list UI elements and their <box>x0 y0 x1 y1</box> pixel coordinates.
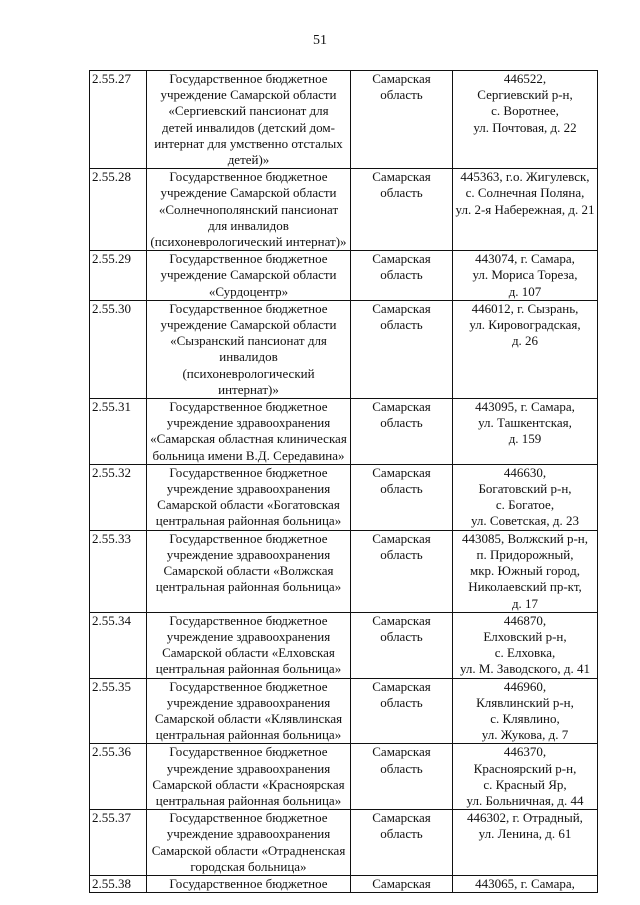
entry-number: 2.55.35 <box>90 678 147 744</box>
institution-name <box>147 169 351 251</box>
institution-name <box>147 464 351 530</box>
institution-name-line: Государственное бюджетное <box>169 744 328 760</box>
region-cell <box>351 678 453 744</box>
institution-name-line: учреждение Самарской области <box>160 317 337 333</box>
address-cell-line: 443085, Волжский р-н, <box>461 530 589 546</box>
region-cell <box>351 464 453 530</box>
region-cell-line: область <box>380 87 423 103</box>
institution-name-line: Самарской области «Волжская <box>163 563 334 579</box>
institution-name-line: Государственное бюджетное <box>169 300 328 316</box>
table-row <box>90 744 598 810</box>
region-cell-line: Самарская <box>372 399 431 415</box>
table-row <box>90 169 598 251</box>
institution-name-line: Самарской области «Красноярская <box>152 776 345 792</box>
address-cell-line: ул. Советская, д. 23 <box>470 513 579 529</box>
institution-name-line: Самарской области «Богатовская <box>157 497 340 513</box>
institution-name <box>147 251 351 301</box>
region-cell-line: область <box>380 694 423 710</box>
address-cell-line: с. Клявлино, <box>490 710 560 726</box>
institution-name-line: (психоневрологический интернат)» <box>150 234 347 250</box>
address-cell-line: ул. Ленина, д. 61 <box>478 826 572 842</box>
address-cell-line: Клявлинский р-н, <box>476 694 574 710</box>
entry-number: 2.55.27 <box>90 71 147 169</box>
address-cell-line: 446522, <box>503 71 547 86</box>
table-row <box>90 530 598 612</box>
institution-name-line: Самарской области «Отрадненская <box>151 842 346 858</box>
region-cell-line: Самарская <box>372 464 431 480</box>
region-cell <box>351 875 453 892</box>
institution-name-line: Государственное бюджетное <box>169 169 328 185</box>
address-cell-line: 446370, <box>503 744 547 760</box>
region-cell-line: Самарская <box>372 744 431 760</box>
institution-name <box>147 612 351 678</box>
address-cell <box>453 300 598 398</box>
region-cell-line: область <box>380 317 423 333</box>
region-cell-line: область <box>380 481 423 497</box>
region-cell-line: Самарская <box>372 875 431 891</box>
region-cell-line: Самарская <box>372 678 431 694</box>
institution-name-line: Самарской области «Елховская <box>162 645 335 661</box>
address-cell-line: ул. Жукова, д. 7 <box>481 727 569 743</box>
institution-name-line: Государственное бюджетное <box>169 530 328 546</box>
registry-rows <box>90 71 598 893</box>
address-cell-line: ул. Больничная, д. 44 <box>466 792 584 808</box>
address-cell-line: ул. Кировоградская, <box>469 317 581 333</box>
address-cell-line: Богатовский р-н, <box>478 481 572 497</box>
address-cell-line: д. 26 <box>511 333 539 349</box>
address-cell-line: с. Богатое, <box>495 497 555 513</box>
address-cell <box>453 744 598 810</box>
region-cell <box>351 810 453 876</box>
address-cell <box>453 169 598 251</box>
entry-number: 2.55.29 <box>90 251 147 301</box>
institution-name <box>147 678 351 744</box>
page-number: 51 <box>313 33 327 48</box>
address-cell-line: с. Красный Яр, <box>483 776 567 792</box>
region-cell <box>351 71 453 169</box>
address-cell <box>453 399 598 465</box>
address-cell-line: ул. Почтовая, д. 22 <box>473 119 577 135</box>
entry-number: 2.55.33 <box>90 530 147 612</box>
region-cell-line: область <box>380 267 423 283</box>
address-cell-line: 446960, <box>503 678 547 694</box>
table-row <box>90 810 598 876</box>
address-cell-line: с. Солнечная Поляна, <box>465 185 585 201</box>
entry-number: 2.55.30 <box>90 300 147 398</box>
address-cell-line: ул. 2-я Набережная, д. 21 <box>455 201 595 217</box>
institution-name-line: центральная районная больница» <box>155 579 342 595</box>
table-row <box>90 300 598 398</box>
institution-name <box>147 744 351 810</box>
institution-name <box>147 399 351 465</box>
address-cell-line: 446012, г. Сызрань, <box>471 300 579 316</box>
address-cell-line: с. Воротнее, <box>491 103 559 119</box>
entry-number: 2.55.38 <box>90 875 147 892</box>
region-cell <box>351 169 453 251</box>
institution-name-line: Государственное бюджетное <box>169 612 328 628</box>
address-cell-line: ул. Ташкентская, <box>478 415 572 431</box>
table-row <box>90 71 598 169</box>
registry-table <box>89 70 598 893</box>
institution-name-line: учреждение Самарской области <box>160 87 337 103</box>
institution-name-line: Государственное бюджетное <box>169 464 328 480</box>
institution-name-line: инвалидов <box>219 349 278 365</box>
region-cell <box>351 612 453 678</box>
entry-number: 2.55.31 <box>90 399 147 465</box>
region-cell-line: область <box>380 546 423 562</box>
address-cell-line: д. 107 <box>508 283 542 299</box>
institution-name-line: «Сергиевский пансионат для <box>168 103 329 119</box>
address-cell-line: 446630, <box>503 464 547 480</box>
address-cell-line: д. 159 <box>508 431 542 447</box>
institution-name-line: «Самарская областная клиническая <box>150 431 347 447</box>
institution-name-line: центральная районная больница» <box>155 661 342 677</box>
address-cell-line: д. 17 <box>511 595 539 611</box>
institution-name-line: «Солнечнополянский пансионат <box>158 201 339 217</box>
institution-name-line: центральная районная больница» <box>155 792 342 808</box>
institution-name-line: учреждение здравоохранения <box>166 760 331 776</box>
institution-name-line: интернат для умственно отсталых <box>154 135 343 151</box>
address-cell <box>453 464 598 530</box>
address-cell-line: ул. М. Заводского, д. 41 <box>459 661 591 677</box>
table-row <box>90 678 598 744</box>
institution-name <box>147 300 351 398</box>
institution-name-line: учреждение здравоохранения <box>166 546 331 562</box>
region-cell-line: область <box>380 628 423 644</box>
region-cell-line: Самарская <box>372 251 431 267</box>
address-cell-line: Красноярский р-н, <box>473 760 577 776</box>
institution-name-line: Государственное бюджетное <box>169 399 328 415</box>
address-cell <box>453 530 598 612</box>
table-row <box>90 464 598 530</box>
region-cell-line: Самарская <box>372 169 431 185</box>
region-cell-line: область <box>380 760 423 776</box>
address-cell-line: 443074, г. Самара, <box>475 251 575 267</box>
institution-name-line: центральная районная больница» <box>155 727 342 743</box>
institution-name-line: учреждение Самарской области <box>160 185 337 201</box>
address-cell-line: п. Придорожный, <box>476 546 574 562</box>
institution-name-line: Государственное бюджетное <box>169 678 328 694</box>
institution-name-line: (психоневрологический <box>182 365 315 381</box>
address-cell <box>453 810 598 876</box>
institution-name-line: городская больница» <box>190 858 307 874</box>
entry-number: 2.55.37 <box>90 810 147 876</box>
institution-name-line: «Сурдоцентр» <box>208 283 289 299</box>
institution-name-line: центральная районная больница» <box>155 513 342 529</box>
region-cell-line: Самарская <box>372 300 431 316</box>
institution-name-line: Самарской области «Клявлинская <box>154 710 343 726</box>
address-cell <box>453 612 598 678</box>
region-cell <box>351 251 453 301</box>
institution-name-line: Государственное бюджетное <box>169 810 328 826</box>
institution-name-line: учреждение Самарской области <box>160 267 337 283</box>
institution-name-line: Государственное бюджетное <box>169 71 328 86</box>
institution-name-line: Государственное бюджетное <box>169 251 328 267</box>
address-cell-line: Сергиевский р-н, <box>477 87 573 103</box>
entry-number: 2.55.34 <box>90 612 147 678</box>
address-cell-line: 443065, г. Самара, <box>475 875 575 891</box>
address-cell-line: 443095, г. Самара, <box>475 399 575 415</box>
institution-name <box>147 71 351 169</box>
institution-name-line: интернат)» <box>218 381 279 397</box>
region-cell-line: Самарская <box>372 530 431 546</box>
region-cell-line: область <box>380 826 423 842</box>
institution-name-line: детей инвалидов (детский дом- <box>162 119 335 135</box>
region-cell-line: Самарская <box>372 71 431 86</box>
institution-name <box>147 875 351 892</box>
region-cell-line: Самарская <box>372 612 431 628</box>
address-cell <box>453 875 598 892</box>
region-cell-line: область <box>380 185 423 201</box>
region-cell-line: область <box>380 415 423 431</box>
region-cell <box>351 399 453 465</box>
institution-name-line: учреждение здравоохранения <box>166 415 331 431</box>
institution-name <box>147 810 351 876</box>
address-cell <box>453 251 598 301</box>
institution-name-line: для инвалидов <box>208 217 289 233</box>
region-cell-line: Самарская <box>372 810 431 826</box>
region-cell <box>351 744 453 810</box>
address-cell <box>453 71 598 169</box>
address-cell-line: Елховский р-н, <box>483 628 567 644</box>
address-cell <box>453 678 598 744</box>
address-cell-line: мкр. Южный город, <box>470 563 580 579</box>
region-cell <box>351 530 453 612</box>
institution-name-line: учреждение здравоохранения <box>166 826 331 842</box>
institution-name <box>147 530 351 612</box>
institution-name-line: «Сызранский пансионат для <box>170 333 327 349</box>
institution-name-line: учреждение здравоохранения <box>166 628 331 644</box>
institution-name-line: больница имени В.Д. Середавина» <box>152 447 345 463</box>
address-cell-line: 446870, <box>503 612 547 628</box>
table-row <box>90 612 598 678</box>
address-cell-line: ул. Мориса Тореза, <box>472 267 578 283</box>
address-cell-line: с. Елховка, <box>494 645 556 661</box>
region-cell <box>351 300 453 398</box>
address-cell-line: 446302, г. Отрадный, <box>467 810 583 826</box>
address-cell-line: Николаевский пр-кт, <box>468 579 582 595</box>
entry-number: 2.55.28 <box>90 169 147 251</box>
table-row <box>90 251 598 301</box>
institution-name-line: учреждение здравоохранения <box>166 481 331 497</box>
institution-name-line: детей)» <box>227 152 270 168</box>
address-cell-line: 445363, г.о. Жигулевск, <box>460 169 590 185</box>
table-row <box>90 399 598 465</box>
entry-number: 2.55.36 <box>90 744 147 810</box>
entry-number: 2.55.32 <box>90 464 147 530</box>
institution-name-line: Государственное бюджетное <box>169 875 328 891</box>
institution-name-line: учреждение здравоохранения <box>166 694 331 710</box>
table-row <box>90 875 598 892</box>
